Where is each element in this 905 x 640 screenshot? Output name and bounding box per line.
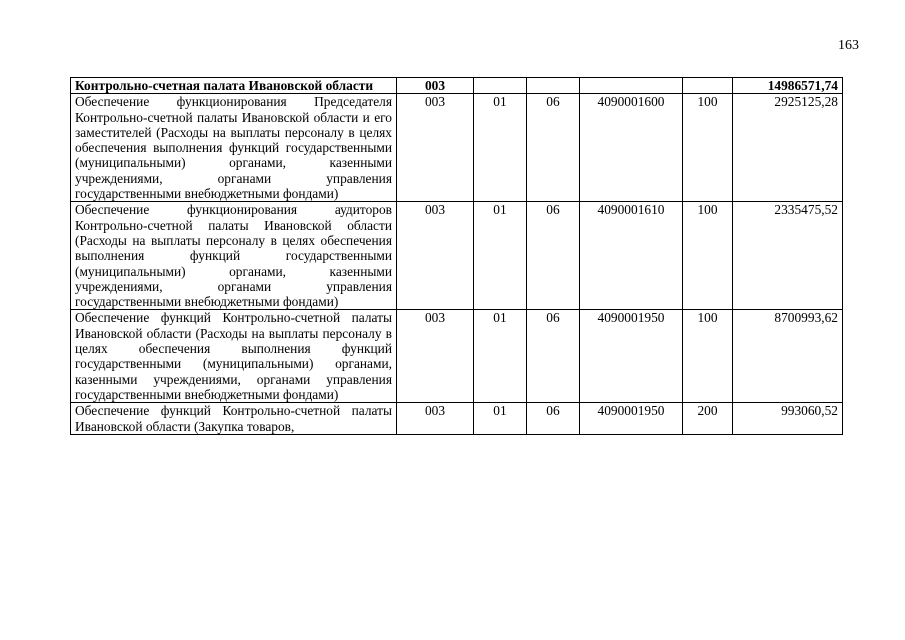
row-type: 100	[683, 202, 733, 310]
row-code: 003	[397, 78, 474, 94]
row-type: 100	[683, 94, 733, 202]
row-type: 200	[683, 403, 733, 435]
table-row	[71, 403, 843, 435]
row-name: Контрольно-счетная палата Ивановской области	[71, 78, 397, 94]
row-name: Обеспечение функционирования Председателя Контрольно-счетной палаты Ивановской области и его заместителей (Расходы на выплаты персоналу в целях обеспечения выполнения функций государственными (муниципальными) органами, казенными учреждениями, органами управления государственными внебюджетными фондами)	[71, 94, 397, 202]
table-row	[71, 310, 843, 403]
row-target: 4090001950	[580, 310, 683, 403]
row-subsection: 06	[527, 94, 580, 202]
row-target: 4090001610	[580, 202, 683, 310]
table-row	[71, 78, 843, 94]
row-name: Обеспечение функций Контрольно-счетной палаты Ивановской области (Закупка товаров,	[71, 403, 397, 435]
row-name: Обеспечение функций Контрольно-счетной палаты Ивановской области (Расходы на выплаты персоналу в целях обеспечения выполнения функций государственными (муниципальными) органами, казенными учреждениями, органами управления государственными внебюджетными фондами)	[71, 310, 397, 403]
row-name: Обеспечение функционирования аудиторов Контрольно-счетной палаты Ивановской области (Расходы на выплаты персоналу в целях обеспечения выполнения функций государственными (муниципальными) органами, казенными учреждениями, органами управления государственными внебюджетными фондами)	[71, 202, 397, 310]
row-subsection: 06	[527, 403, 580, 435]
row-code: 003	[397, 403, 474, 435]
row-code: 003	[397, 310, 474, 403]
table-row	[71, 202, 843, 310]
row-section: 01	[474, 94, 527, 202]
row-target: 4090001600	[580, 94, 683, 202]
budget-table	[70, 77, 843, 435]
row-subsection: 06	[527, 202, 580, 310]
row-subsection	[527, 78, 580, 94]
page-number: 163	[838, 38, 859, 53]
row-code: 003	[397, 94, 474, 202]
row-section	[474, 78, 527, 94]
row-amount: 2925125,28	[733, 94, 843, 202]
row-amount: 14986571,74	[733, 78, 843, 94]
row-code: 003	[397, 202, 474, 310]
row-type: 100	[683, 310, 733, 403]
row-target	[580, 78, 683, 94]
row-target: 4090001950	[580, 403, 683, 435]
table-row	[71, 94, 843, 202]
row-amount: 8700993,62	[733, 310, 843, 403]
row-amount: 2335475,52	[733, 202, 843, 310]
row-amount: 993060,52	[733, 403, 843, 435]
row-section: 01	[474, 403, 527, 435]
row-section: 01	[474, 310, 527, 403]
row-type	[683, 78, 733, 94]
row-subsection: 06	[527, 310, 580, 403]
row-section: 01	[474, 202, 527, 310]
